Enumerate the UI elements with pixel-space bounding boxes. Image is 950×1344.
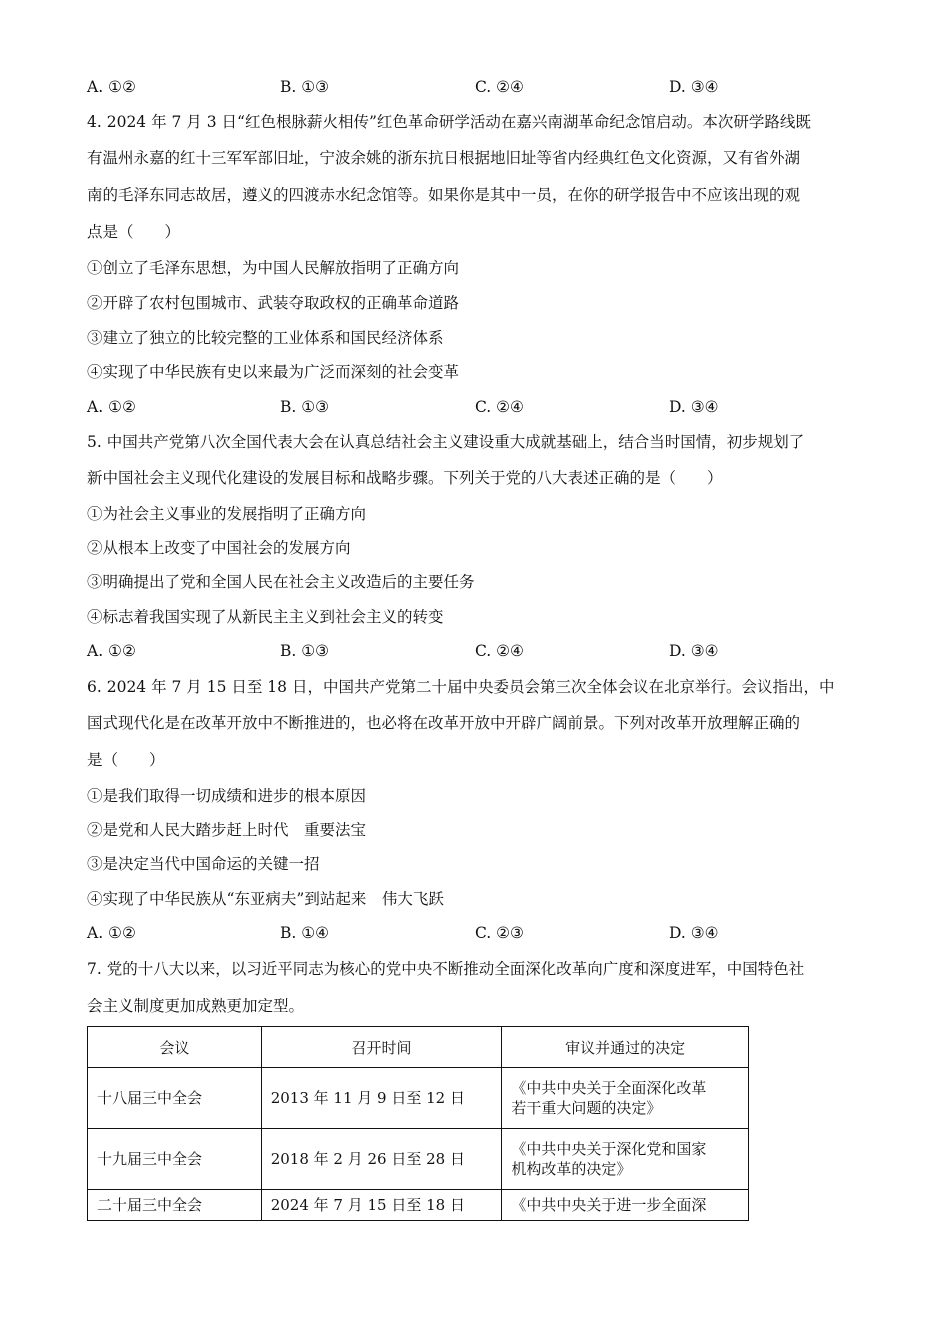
- q4-statement-2: ②开辟了农村包围城市、武装夺取政权的正确革命道路: [87, 294, 460, 312]
- q5-statement-2: ②从根本上改变了中国社会的发展方向: [87, 539, 351, 557]
- q6-option-b[interactable]: B. ①④: [280, 924, 330, 942]
- q6-stem-line-2: 国式现代化是在改革开放中不断推进的，也必将在改革开放中开辟广阔前景。下列对改革开放理解正确的: [87, 714, 801, 732]
- q5-statement-1: ①为社会主义事业的发展指明了正确方向: [87, 505, 367, 523]
- q6-statement-4: ④实现了中华民族从“东亚病夫”到站起来 伟大飞跃: [87, 890, 444, 908]
- q3-option-b[interactable]: B. ①③: [280, 78, 330, 96]
- q5-stem-line-2: 新中国社会主义现代化建设的发展目标和战略步骤。下列关于党的八大表述正确的是（ ）: [87, 469, 723, 487]
- q6-statement-2: ②是党和人民大踏步赶上时代 重要法宝: [87, 821, 367, 839]
- q4-statement-3: ③建立了独立的比较完整的工业体系和国民经济体系: [87, 329, 444, 347]
- cell-time: 2013 年 11 月 9 日至 12 日: [261, 1068, 502, 1129]
- q7-stem-line-1: 7. 党的十八大以来，以习近平同志为核心的党中央不断推动全面深化改革向广度和深度进军，中国特色社: [87, 960, 805, 978]
- header-meeting: 会议: [88, 1027, 262, 1068]
- q4-option-b[interactable]: B. ①③: [280, 398, 330, 416]
- q4-stem-line-4: 点是（ ）: [87, 223, 181, 241]
- cell-decision: [502, 1129, 749, 1190]
- cell-decision-line-2: 机构改革的决定》: [511, 1160, 632, 1178]
- plenary-session-table: [87, 1026, 749, 1221]
- cell-meeting: 十八届三中全会: [88, 1068, 262, 1129]
- q6-stem-line-1: 6. 2024 年 7 月 15 日至 18 日，中国共产党第二十届中央委员会第三次全体会议在北京举行。会议指出，中: [87, 678, 835, 696]
- cell-time: 2018 年 2 月 26 日至 28 日: [261, 1129, 502, 1190]
- q5-option-b[interactable]: B. ①③: [280, 642, 330, 660]
- q6-option-a[interactable]: A. ①②: [87, 924, 136, 942]
- q6-option-c[interactable]: C. ②③: [475, 924, 524, 942]
- table-row: [88, 1068, 749, 1129]
- q5-statement-4: ④标志着我国实现了从新民主主义到社会主义的转变: [87, 608, 444, 626]
- cell-decision-line-1: 《中共中央关于全面深化改革: [511, 1079, 707, 1097]
- q6-statement-1: ①是我们取得一切成绩和进步的根本原因: [87, 787, 367, 805]
- q5-option-a[interactable]: A. ①②: [87, 642, 136, 660]
- q6-stem-line-3: 是（ ）: [87, 751, 165, 769]
- cell-decision-line-2: 若干重大问题的决定》: [511, 1099, 662, 1117]
- cell-decision: [502, 1068, 749, 1129]
- q4-statement-4: ④实现了中华民族有史以来最为广泛而深刻的社会变革: [87, 363, 460, 381]
- q5-options: [87, 640, 787, 662]
- cell-meeting: 十九届三中全会: [88, 1129, 262, 1190]
- q5-option-d[interactable]: D. ③④: [669, 642, 719, 660]
- q4-statement-1: ①创立了毛泽东思想，为中国人民解放指明了正确方向: [87, 259, 460, 277]
- q7-stem-line-2: 会主义制度更加成熟更加定型。: [87, 997, 305, 1015]
- cell-decision-line-1: 《中共中央关于深化党和国家: [511, 1140, 707, 1158]
- header-time: 召开时间: [261, 1027, 502, 1068]
- q4-options: [87, 396, 787, 418]
- q3-option-c[interactable]: C. ②④: [475, 78, 524, 96]
- cell-time: 2024 年 7 月 15 日至 18 日: [261, 1190, 502, 1221]
- q4-stem-line-2: 有温州永嘉的红十三军军部旧址，宁波余姚的浙东抗日根据地旧址等省内经典红色文化资源，又有省外湖: [87, 149, 801, 167]
- q4-option-d[interactable]: D. ③④: [669, 398, 719, 416]
- q3-option-d[interactable]: D. ③④: [669, 78, 719, 96]
- q6-option-d[interactable]: D. ③④: [669, 924, 719, 942]
- q3-options: [87, 76, 787, 98]
- cell-decision: 《中共中央关于进一步全面深: [502, 1190, 749, 1221]
- q6-options: [87, 922, 787, 944]
- q5-stem-line-1: 5. 中国共产党第八次全国代表大会在认真总结社会主义建设重大成就基础上，结合当时国情，初步规划了: [87, 433, 805, 451]
- q4-stem-line-3: 南的毛泽东同志故居，遵义的四渡赤水纪念馆等。如果你是其中一员，在你的研学报告中不应该出现的观: [87, 186, 801, 204]
- q4-option-a[interactable]: A. ①②: [87, 398, 136, 416]
- q6-statement-3: ③是决定当代中国命运的关键一招: [87, 855, 320, 873]
- cell-meeting: 二十届三中全会: [88, 1190, 262, 1221]
- q4-stem-line-1: 4. 2024 年 7 月 3 日“红色根脉薪火相传”红色革命研学活动在嘉兴南湖革命纪念馆启动。本次研学路线既: [87, 113, 811, 131]
- q5-statement-3: ③明确提出了党和全国人民在社会主义改造后的主要任务: [87, 573, 475, 591]
- q5-option-c[interactable]: C. ②④: [475, 642, 524, 660]
- table-header-row: [88, 1027, 749, 1068]
- q3-option-a[interactable]: A. ①②: [87, 78, 136, 96]
- header-decision: 审议并通过的决定: [502, 1027, 749, 1068]
- table-row: [88, 1129, 749, 1190]
- q4-option-c[interactable]: C. ②④: [475, 398, 524, 416]
- table-row: [88, 1190, 749, 1221]
